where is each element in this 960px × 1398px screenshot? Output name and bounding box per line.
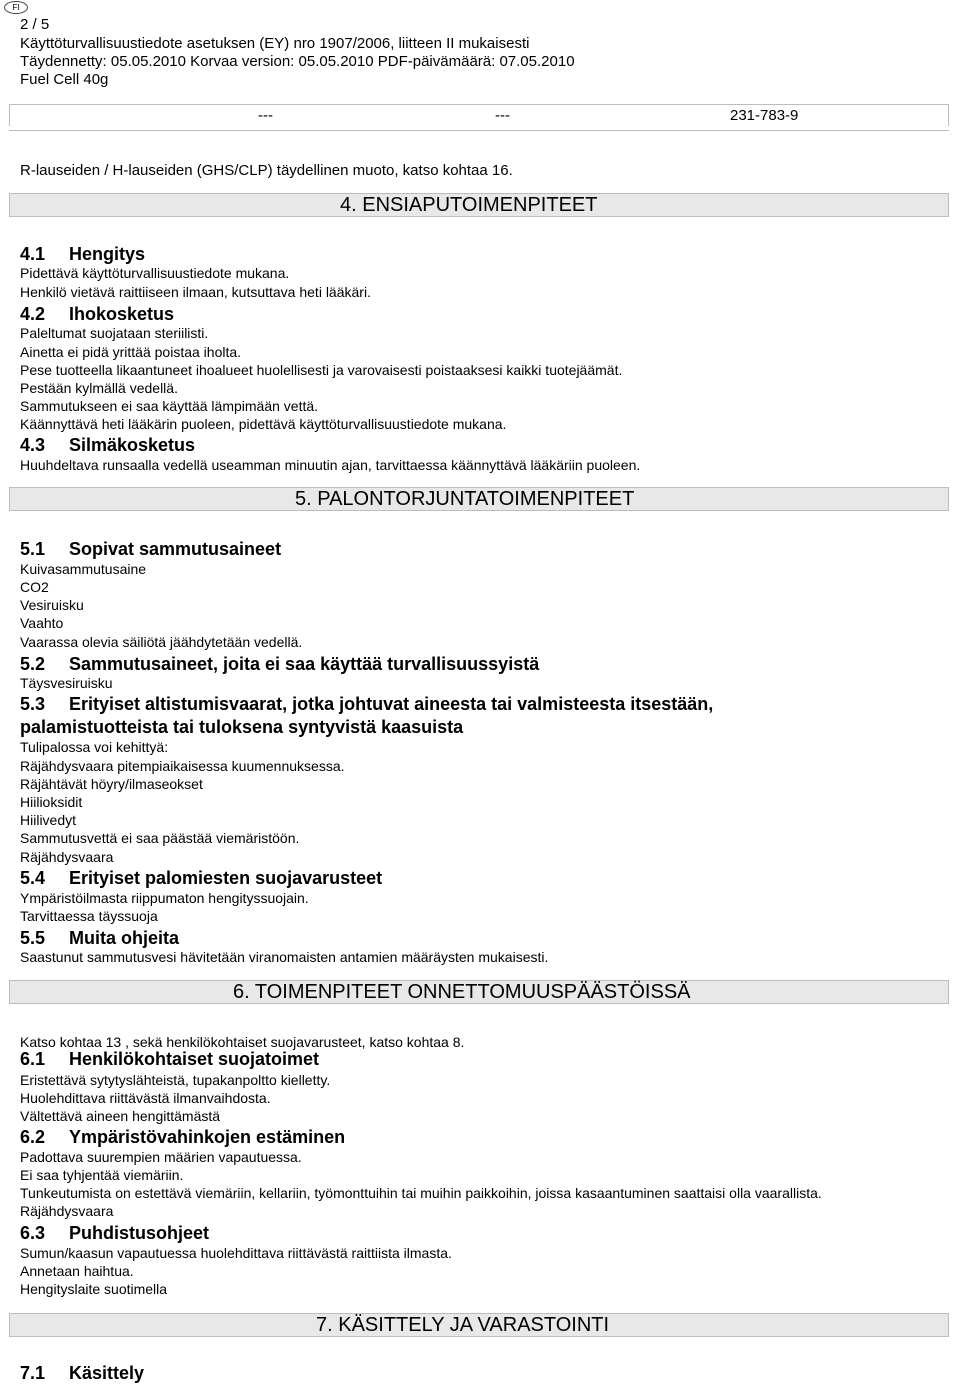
subsection-title: Muita ohjeita <box>69 928 180 948</box>
subsection-title: Ympäristövahinkojen estäminen <box>69 1127 346 1147</box>
text-line: Pidettävä käyttöturvallisuustiedote mukana. <box>20 265 290 281</box>
identifier-divider <box>9 130 949 131</box>
text-line: Ei saa tyhjentää viemäriin. <box>20 1167 184 1183</box>
subsection-6-3-heading <box>20 1223 209 1244</box>
subsection-4-2-heading <box>20 304 174 325</box>
subsection-number: 5.4 <box>20 868 46 888</box>
subsection-title: Erityiset palomiesten suojavarusteet <box>69 868 383 888</box>
section-4-title: 4. ENSIAPUTOIMENPITEET <box>340 194 598 216</box>
text-line: Vältettävä aineen hengittämästä <box>20 1108 221 1124</box>
text-line: Saastunut sammutusvesi hävitetään viranomaisten antamien määräysten mukaisesti. <box>20 949 549 965</box>
subsection-title: Hengitys <box>69 244 146 264</box>
identifier-col-3: 231-783-9 <box>730 107 799 124</box>
text-line: Sammutusvettä ei saa päästää viemäristöön. <box>20 830 300 846</box>
text-line: Sumun/kaasun vapautuessa huolehdittava riittävästä raittiista ilmasta. <box>20 1245 452 1261</box>
identifier-col-2: --- <box>495 107 510 124</box>
text-line: Ainetta ei pidä yrittää poistaa iholta. <box>20 344 242 360</box>
subsection-title: Henkilökohtaiset suojatoimet <box>69 1049 320 1069</box>
subsection-6-2-heading <box>20 1127 345 1148</box>
subsection-number: 5.2 <box>20 654 46 674</box>
subsection-title: Ihokosketus <box>69 304 175 324</box>
subsection-title: Puhdistusohjeet <box>69 1223 210 1243</box>
identifier-box <box>9 104 949 126</box>
subsection-number: 4.2 <box>20 304 46 324</box>
text-line: Räjähdysvaara pitempiaikaisessa kuumennuksessa. <box>20 758 345 774</box>
text-line: Padottava suurempien määrien vapautuessa. <box>20 1149 302 1165</box>
text-line: Vesiruisku <box>20 597 84 613</box>
subsection-number: 5.1 <box>20 539 46 559</box>
subsection-number: 5.3 <box>20 694 46 714</box>
subsection-5-1-heading <box>20 539 281 560</box>
subsection-number: 4.1 <box>20 244 46 264</box>
subsection-title: Sammutusaineet, joita ei saa käyttää turvallisuussyistä <box>69 654 540 674</box>
page-number: 2 / 5 <box>20 16 50 33</box>
text-line: Ympäristöilmasta riippumaton hengityssuojain. <box>20 890 309 906</box>
text-line: Vaahto <box>20 615 64 631</box>
text-line: Huuhdeltava runsaalla vedellä useamman minuutin ajan, tarvittaessa käännyttävä lääkäriin puoleen. <box>20 457 641 473</box>
text-line: Räjähdysvaara <box>20 1203 114 1219</box>
r-phrases-note: R-lauseiden / H-lauseiden (GHS/CLP) täydellinen muoto, katso kohtaa 16. <box>20 162 513 179</box>
subsection-number: 4.3 <box>20 435 46 455</box>
text-line: Täysvesiruisku <box>20 675 113 691</box>
subsection-5-2-heading <box>20 654 539 675</box>
text-line: Tulipalossa voi kehittyä: <box>20 739 169 755</box>
subsection-5-3-heading <box>20 694 713 715</box>
subsection-4-1-heading <box>20 244 145 265</box>
regulation-line: Käyttöturvallisuustiedote asetuksen (EY) nro 1907/2006, liitteen II mukaisesti <box>20 35 530 52</box>
text-line: Huolehdittava riittävästä ilmanvaihdosta. <box>20 1090 271 1106</box>
subsection-7-1-heading <box>20 1363 144 1384</box>
subsection-title: Erityiset altistumisvaarat, jotka johtuvat aineesta tai valmisteesta itsestään, <box>69 694 714 714</box>
subsection-number: 6.1 <box>20 1049 46 1069</box>
text-line: Käännyttävä heti lääkärin puoleen, pidettävä käyttöturvallisuustiedote mukana. <box>20 416 507 432</box>
text-line: Hengityslaite suotimella <box>20 1281 168 1297</box>
subsection-4-3-heading <box>20 435 195 456</box>
section-5-title: 5. PALONTORJUNTATOIMENPITEET <box>295 488 635 510</box>
text-line: Vaarassa olevia säiliötä jäähdytetään vedellä. <box>20 634 303 650</box>
text-line: Tunkeutumista on estettävä viemäriin, kellariin, työmonttuihin tai muihin paikkoihin, joissa kasaantuminen saattaisi olla vaarallista. <box>20 1185 822 1201</box>
subsection-number: 5.5 <box>20 928 46 948</box>
subsection-5-3-heading-cont: palamistuotteista tai tuloksena syntyvistä kaasuista <box>20 717 464 737</box>
text-line: CO2 <box>20 579 49 595</box>
section-6-title: 6. TOIMENPITEET ONNETTOMUUSPÄÄSTÖISSÄ <box>233 981 691 1003</box>
text-line: Pestään kylmällä vedellä. <box>20 380 178 396</box>
text-line: Tarvittaessa täyssuoja <box>20 908 158 924</box>
text-line: Annetaan haihtua. <box>20 1263 134 1279</box>
text-line: Räjähdysvaara <box>20 849 114 865</box>
dates-line: Täydennetty: 05.05.2010 Korvaa version: 05.05.2010 PDF-päivämäärä: 07.05.2010 <box>20 53 575 70</box>
subsection-number: 6.3 <box>20 1223 46 1243</box>
identifier-col-1: --- <box>258 107 273 124</box>
subsection-number: 6.2 <box>20 1127 46 1147</box>
text-line: Hiilioksidit <box>20 794 83 810</box>
text-line: Henkilö vietävä raittiiseen ilmaan, kutsuttava heti lääkäri. <box>20 284 371 300</box>
subsection-title: Käsittely <box>69 1363 145 1383</box>
text-line: Pese tuotteella likaantuneet ihoalueet huolellisesti ja varovaisesti poistaaksesi kaikki tuotejäämät. <box>20 362 623 378</box>
product-name: Fuel Cell 40g <box>20 71 109 88</box>
text-line: Hiilivedyt <box>20 812 77 828</box>
text-line: Eristettävä sytytyslähteistä, tupakanpoltto kielletty. <box>20 1072 331 1088</box>
country-badge: FI <box>4 1 28 14</box>
text-line: Räjähtävät höyry/ilmaseokset <box>20 776 203 792</box>
text-line: Paleltumat suojataan steriilisti. <box>20 325 209 341</box>
subsection-number: 7.1 <box>20 1363 46 1383</box>
subsection-6-1-heading <box>20 1049 319 1070</box>
section-7-title: 7. KÄSITTELY JA VARASTOINTI <box>316 1314 610 1336</box>
subsection-5-4-heading <box>20 868 382 889</box>
subsection-5-5-heading <box>20 928 179 949</box>
section-6-intro: Katso kohtaa 13 , sekä henkilökohtaiset suojavarusteet, katso kohtaa 8. <box>20 1034 465 1050</box>
text-line: Sammutukseen ei saa käyttää lämpimään vettä. <box>20 398 319 414</box>
text-line: Kuivasammutusaine <box>20 561 147 577</box>
subsection-title: Sopivat sammutusaineet <box>69 539 282 559</box>
subsection-title: Silmäkosketus <box>69 435 196 455</box>
